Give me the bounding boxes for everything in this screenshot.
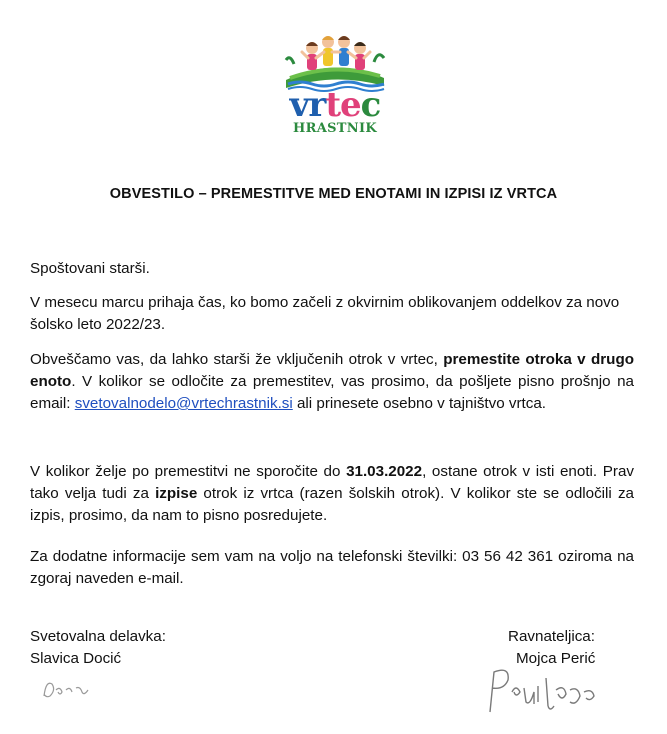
paragraph-2-text-b: . V kolikor se odločite za premestitev, vas prosimo, da pošljete pisno prošnjo na email:	[30, 373, 634, 412]
deadline-date: 31.03.2022	[346, 463, 423, 480]
paragraph-4	[30, 546, 634, 590]
paragraph-3-text-a: V kolikor želje po premestitvi ne sporočite do	[30, 463, 347, 480]
paragraph-3-bold: izpise	[155, 485, 198, 502]
paragraph-2-text-c: ali prinesete osebno v tajništvo vrtca.	[292, 395, 547, 412]
logo-wordmark: vrtec	[289, 85, 381, 125]
paragraph-3-text-b: , ostane otrok v isti enoti. Prav tako velja tudi za	[30, 463, 634, 502]
document-title: OBVESTILO – PREMESTITVE MED ENOTAMI IN IZPISI IZ VRTCA	[109, 186, 558, 202]
signature-left-name: Slavica Docić	[30, 650, 122, 667]
handwritten-signature-left	[40, 676, 100, 707]
signature-right-role: Ravnateljica:	[508, 628, 595, 645]
logo-subtitle: HRASTNIK	[293, 121, 377, 136]
paragraph-2-text-a: Obveščamo vas, da lahko starši že vključenih otrok v vrtec,	[30, 351, 444, 368]
greeting-text: Spoštovani starši.	[30, 260, 150, 277]
paragraph-3	[30, 461, 634, 527]
paragraph-1-text: V mesecu marcu prihaja čas, ko bomo začeli z okvirnim oblikovanjem oddelkov za novo šolsko leto 2022/23.	[30, 294, 620, 333]
paragraph-1	[30, 292, 634, 336]
paragraph-3-text-c: otrok iz vrtca (razen šolskih otrok). V kolikor ste se odločili za izpis, prosimo, da nam to pisno posredujete.	[30, 485, 634, 524]
children-on-hill-icon	[280, 28, 390, 92]
email-link[interactable]: svetovalnodelo@vrtechrastnik.si	[74, 395, 293, 412]
paragraph-4-text: Za dodatne informacije sem vam na voljo na telefonski številki: 03 56 42 361 oziroma na zgoraj naveden e-mail.	[30, 548, 634, 587]
greeting	[30, 258, 634, 280]
paragraph-2-bold: premestite otroka v drugo enoto	[30, 351, 634, 390]
paragraph-2	[30, 349, 634, 415]
signature-left	[30, 626, 166, 670]
signature-left-role: Svetovalna delavka:	[30, 628, 166, 645]
kindergarten-logo	[280, 28, 390, 140]
handwritten-signature-right	[480, 662, 610, 727]
signature-right-name: Mojca Perić	[516, 650, 596, 667]
